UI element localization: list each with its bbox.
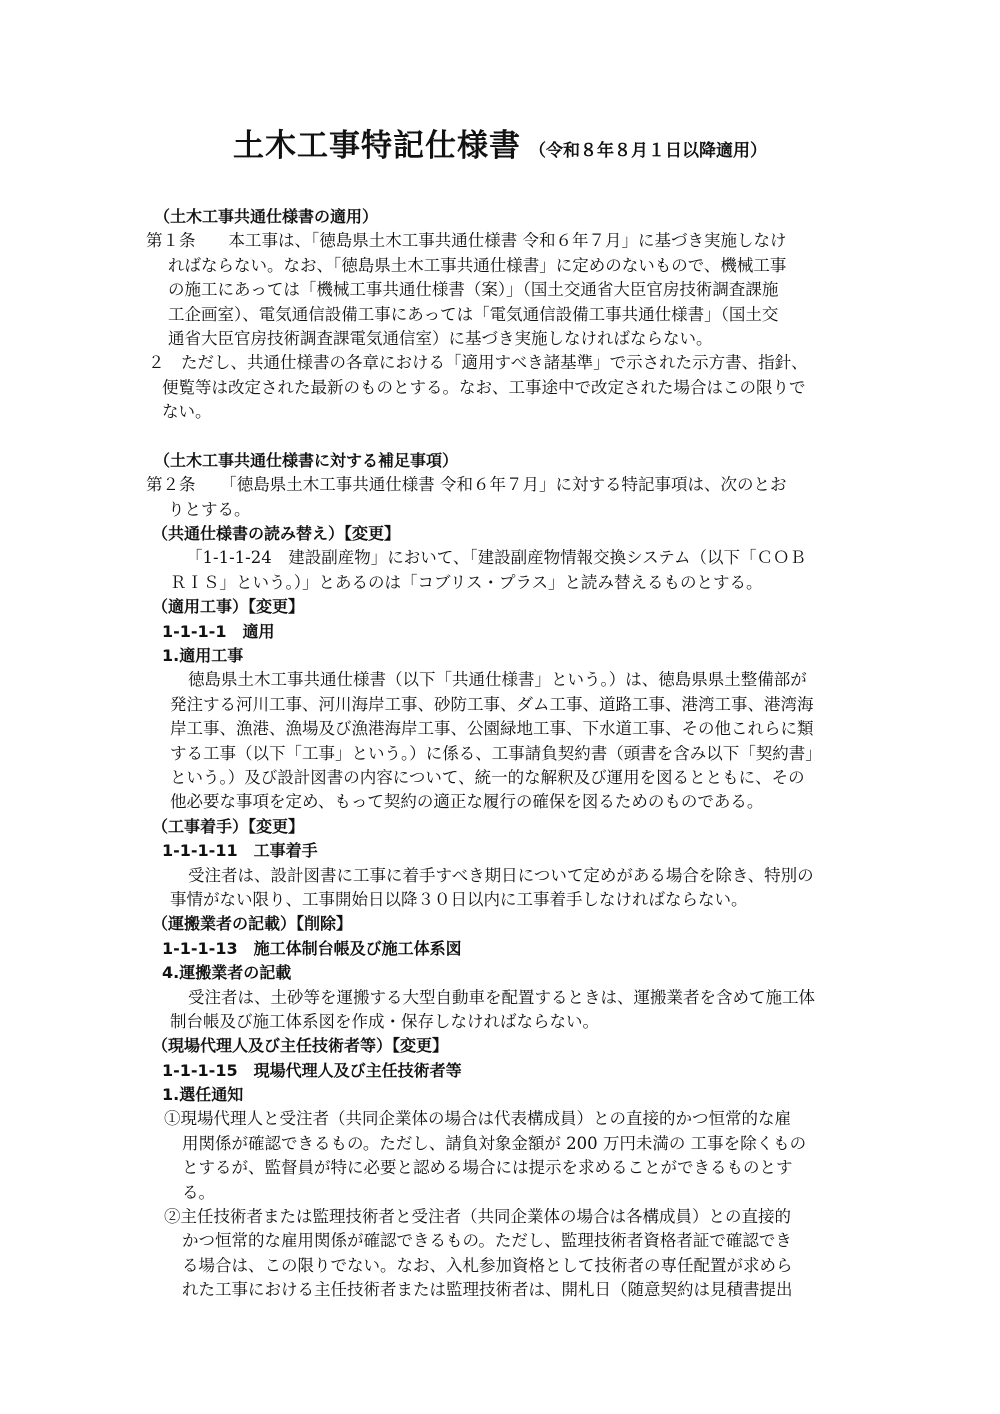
section-heading: （工事着手）【変更】 bbox=[152, 816, 305, 836]
title-block bbox=[0, 120, 1000, 165]
body-line: 通省大臣官房技術調査課電気通信室）に基づき実施しなければならない。 bbox=[168, 328, 713, 348]
body-line: る場合は、この限りでない。なお、入札参加資格として技術者の専任配置が求めら bbox=[182, 1255, 793, 1275]
section-heading: 1.選任通知 bbox=[162, 1085, 244, 1105]
body-line: りとする。 bbox=[168, 499, 251, 519]
blank-line bbox=[140, 425, 865, 449]
section-heading: 4.運搬業者の記載 bbox=[162, 963, 292, 983]
body-line: 制台帳及び施工体系図を作成・保存しなければならない。 bbox=[170, 1011, 599, 1031]
body-line: ２ ただし、共通仕様書の各章における「適用すべき諸基準」で示された示方書、指針、 bbox=[148, 353, 808, 373]
page-subtitle: （令和８年８月１日以降適用） bbox=[529, 141, 767, 161]
body-line: 事情がない限り、工事開始日以降３０日以内に工事着手しなければならない。 bbox=[170, 889, 748, 909]
body-line: 受注者は、設計図書に工事に着手すべき期日について定めがある場合を除き、特別の bbox=[188, 865, 814, 885]
body-line: 用関係が確認できるもの。ただし、請負対象金額が 200 万円未満の 工事を除くもの bbox=[182, 1133, 807, 1153]
section-heading: （運搬業者の記載）【削除】 bbox=[152, 914, 353, 934]
body-line: 「1-1-1-24 建設副産物」において、「建設副産物情報交換システム（以下「ＣＯＢ bbox=[186, 548, 806, 568]
body-line: する工事（以下「工事」という。）に係る、工事請負契約書（頭書を含み以下「契約書」 bbox=[170, 743, 822, 763]
body-line: ない。 bbox=[162, 402, 212, 422]
section-heading: 1-1-1-11 工事着手 bbox=[162, 841, 318, 861]
body-line: ＲＩＳ」という。）」とあるのは「コブリス・プラス」と読み替えるものとする。 bbox=[170, 572, 763, 592]
body-line: 工企画室）、電気通信設備工事にあっては「電気通信設備工事共通仕様書」（国土交 bbox=[168, 304, 779, 324]
body-line: ②主任技術者または監理技術者と受注者（共同企業体の場合は各構成員）との直接的 bbox=[164, 1207, 791, 1227]
body-line: とするが、監督員が特に必要と認める場合には提示を求めることができるものとす bbox=[182, 1158, 793, 1178]
document-body bbox=[140, 205, 865, 1303]
body-line: 徳島県土木工事共通仕様書（以下「共通仕様書」という。）は、徳島県県土整備部が bbox=[188, 670, 807, 690]
section-heading: 1-1-1-1 適用 bbox=[162, 621, 275, 641]
body-line: 便覧等は改定された最新のものとする。なお、工事途中で改定された場合はこの限りで bbox=[162, 377, 806, 397]
body-line: 発注する河川工事、河川海岸工事、砂防工事、ダム工事、道路工事、港湾工事、港湾海 bbox=[170, 694, 814, 714]
section-heading: （共通仕様書の読み替え）【変更】 bbox=[152, 524, 401, 544]
section-heading: 1-1-1-13 施工体制台帳及び施工体系図 bbox=[162, 938, 462, 958]
body-line: かつ恒常的な雇用関係が確認できるもの。ただし、監理技術者資格者証で確認でき bbox=[182, 1231, 792, 1251]
body-line: れた工事における主任技術者または監理技術者は、開札日（随意契約は見積書提出 bbox=[182, 1280, 793, 1300]
section-heading: 1.適用工事 bbox=[162, 646, 244, 666]
section-heading: （土木工事共通仕様書の適用） bbox=[154, 207, 379, 226]
section-heading: （適用工事）【変更】 bbox=[152, 597, 305, 617]
section-heading: （土木工事共通仕様書に対する補足事項） bbox=[154, 450, 459, 470]
section-heading: 1-1-1-15 現場代理人及び主任技術者等 bbox=[162, 1060, 462, 1080]
body-line: 岸工事、漁港、漁場及び漁港海岸工事、公園緑地工事、下水道工事、その他これらに類 bbox=[170, 719, 814, 739]
body-line: 受注者は、土砂等を運搬する大型自動車を配置するときは、運搬業者を含めて施工体 bbox=[188, 987, 815, 1007]
body-line: という。）及び設計図書の内容について、統一的な解釈及び運用を図るとともに、その bbox=[170, 767, 805, 787]
body-line: ればならない。なお、「徳島県土木工事共通仕様書」に定めのないもので、機械工事 bbox=[168, 255, 787, 275]
body-line: の施工にあっては「機械工事共通仕様書（案）」（国土交通省大臣官房技術調査課施 bbox=[168, 280, 779, 300]
body-line: 他必要な事項を定め、もって契約の適正な履行の確保を図るためのものである。 bbox=[170, 792, 764, 812]
page-title: 土木工事特記仕様書 bbox=[233, 128, 521, 164]
section-heading: （現場代理人及び主任技術者等）【変更】 bbox=[152, 1036, 449, 1056]
body-line: る。 bbox=[182, 1182, 215, 1202]
body-line: ①現場代理人と受注者（共同企業体の場合は代表構成員）との直接的かつ恒常的な雇 bbox=[164, 1109, 791, 1129]
body-line: 第１条 本工事は、「徳島県土木工事共通仕様書 令和６年７月」に基づき実施しなけ bbox=[146, 231, 787, 251]
body-line: 第２条 「徳島県土木工事共通仕様書 令和６年７月」に対する特記事項は、次のとお bbox=[146, 475, 787, 495]
